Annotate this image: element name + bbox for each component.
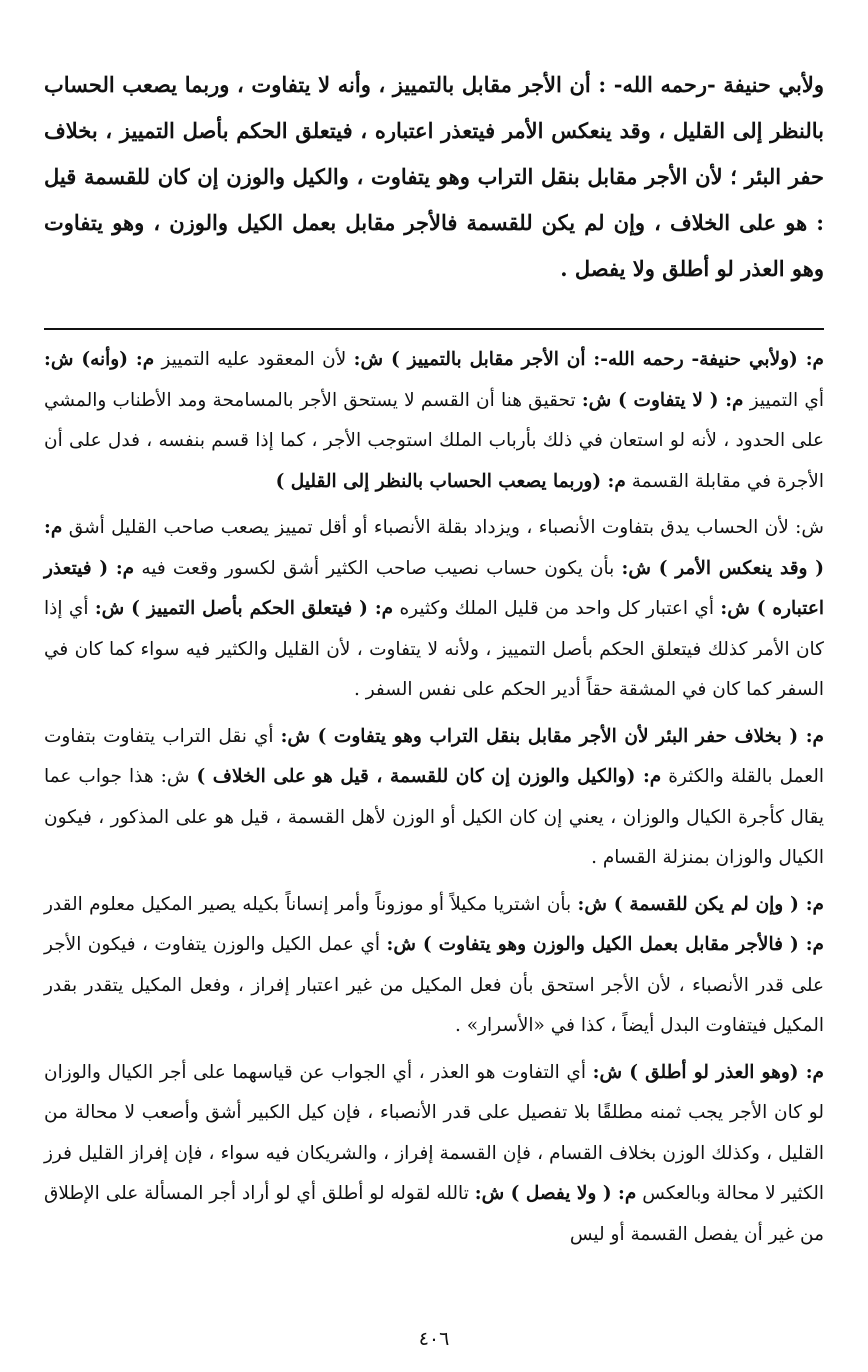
commentary-text: بأن اشتريا مكيلاً أو موزوناً وأمر إنساناً بكيله يصير المكيل معلوم القدر — [44, 893, 578, 915]
quoted-text: م: ( ولا يفصل ) ش: — [474, 1183, 637, 1204]
quoted-text: م: ( فالأجر مقابل بعمل الكيل والوزن وهو يتفاوت ) ش: — [386, 934, 825, 955]
page-body — [44, 62, 824, 1261]
quoted-text: م: (وهو العذر لو أطلق ) ش: — [592, 1061, 824, 1083]
commentary-paragraph — [44, 1053, 824, 1256]
commentary-text: لأن المعقود عليه التمييز — [154, 349, 354, 370]
commentary-text: ش: لأن الحساب يدق بتفاوت الأنصباء ، ويزداد بقلة الأنصباء أو أقل تمييز يصعب صاحب القليل أشق — [62, 517, 824, 538]
commentary — [44, 340, 824, 1255]
quoted-text: م: (وأنه) ش: — [44, 349, 155, 370]
commentary-text: ش: هذا جواب عما يقال كأجرة الكيال والوزان ، يعني إن كان الكيل أو الوزن لأهل القسمة ، قيل هو على المذكور ، فيكون الكيال والوزان بمنزلة القسام . — [44, 766, 824, 868]
page-number: ٤٠٦ — [418, 1328, 450, 1350]
commentary-paragraph — [44, 885, 824, 1047]
commentary-text: أي عمل الكيل والوزن يتفاوت ، فيكون الأجر على قدر الأنصباء ، لأن الأجر استحق بأن فعل المكيل من غير اعتبار إفراز ، وفعل المكيل يتقدر بقدر المكيل فيتفاوت البدل أيضاً ، كذا في «الأسرار» . — [44, 934, 824, 1036]
quoted-text: م: ( وقد ينعكس الأمر ) ش: — [44, 517, 824, 579]
quoted-text: م: ( فيتعذر اعتباره ) ش: — [44, 557, 825, 619]
quoted-text: م: (ولأبي حنيفة- رحمه الله-: أن الأجر مقابل بالتمييز ) ش: — [353, 349, 824, 370]
commentary-text: أي التمييز — [743, 389, 824, 411]
commentary-text: أي إذا كان الأمر كذلك فيتعلق الحكم بأصل التمييز ، ولأنه لا يتفاوت ، لأن القليل والكثير فيه سواء كما كان في السفر كما كان في المشقة حقاً أدير الحكم على نفس السفر . — [44, 598, 824, 700]
commentary-text: تحقيق هنا أن القسم لا يستحق الأجر بالمسامحة ومد الأطناب والمشي على الحدود ، لأنه لو استعان في ذلك بأرباب الملك استوجب الأجر ، كما إذا قسم بنفسه ، فدل على أن الأجرة في مقابلة القسمة — [44, 389, 824, 492]
commentary-paragraph — [44, 340, 824, 502]
commentary-paragraph — [44, 508, 824, 711]
main-text-paragraph: ولأبي حنيفة -رحمه الله- : أن الأجر مقابل بالتمييز ، وأنه لا يتفاوت ، وربما يصعب الحساب بالنظر إلى القليل ، وقد ينعكس الأمر فيتعذر اعتباره ، فيتعلق الحكم بأصل التمييز ، بخلاف حفر البئر ؛ لأن الأجر مقابل بنقل التراب وهو يتفاوت ، والكيل والوزن إن كان للقسمة قيل : هو على الخلاف ، وإن لم يكن للقسمة فالأجر مقابل بعمل الكيل والوزن ، وهو يتفاوت وهو العذر لو أطلق ولا يفصل . — [44, 72, 824, 281]
quoted-text: م: ( فيتعلق الحكم بأصل التمييز ) ش: — [94, 598, 394, 619]
commentary-text: أي نقل التراب يتفاوت بتفاوت العمل بالقلة والكثرة — [44, 725, 824, 787]
commentary-text: بأن يكون حساب نصيب صاحب الكثير أشق لكسور وقعت فيه — [134, 557, 622, 579]
commentary-paragraph — [44, 717, 824, 879]
quoted-text: م: ( بخلاف حفر البئر لأن الأجر مقابل بنقل التراب وهو يتفاوت ) ش: — [280, 725, 824, 747]
quoted-text: م: ( وإن لم يكن للقسمة ) ش: — [577, 893, 824, 915]
commentary-text: أي اعتبار كل واحد من قليل الملك وكثيره — [393, 598, 721, 619]
separator-line — [44, 328, 824, 330]
quoted-text: م: (وربما يصعب الحساب بالنظر إلى القليل ) — [275, 470, 626, 492]
commentary-text: أي التفاوت هو العذر ، أي الجواب عن قياسهما على أجر الكيال والوزان لو كان الأجر يجب ثمنه مطلقًا بلا تفصيل على قدر الأنصباء ، فإن كيل الكبير أشق وأصعب لا محالة من القليل ، وكذلك الوزن بخلاف القسام ، فإن القسمة إفراز ، والشريكان فيه سواء ، فإن إفراز القليل فرز الكثير لا محالة وبالعكس — [44, 1061, 824, 1204]
quoted-text: م: ( لا يتفاوت ) ش: — [581, 389, 744, 411]
quoted-text: م: (والكيل والوزن إن كان للقسمة ، قيل هو على الخلاف ) — [196, 766, 662, 787]
main-text — [44, 62, 824, 292]
commentary-text: تالله لقوله لو أطلق أي لو أراد أجر المسألة على الإطلاق من غير أن يفصل القسمة أو ليس — [44, 1183, 824, 1245]
